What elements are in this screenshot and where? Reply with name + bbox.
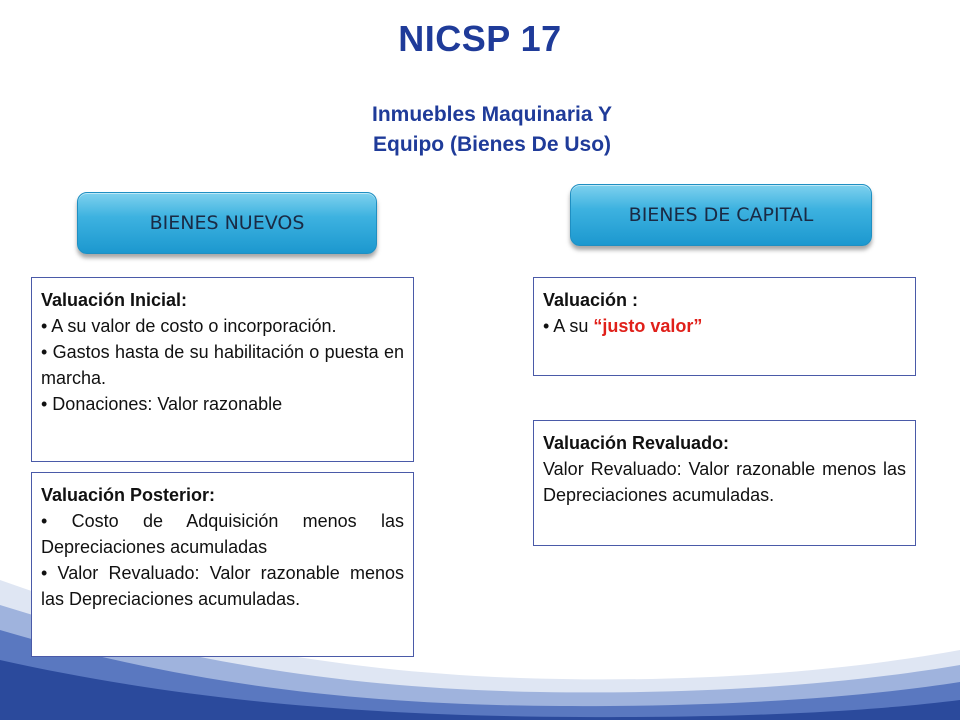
valuacion-capital-heading: Valuación : [543,290,639,310]
valuacion-posterior-box [31,472,414,657]
valuacion-revaluado-heading: Valuación Revaluado: [543,433,730,453]
subtitle-line-1: Inmuebles Maquinaria Y [371,103,612,126]
valuacion-posterior-heading: Valuación Posterior: [41,485,216,505]
valuacion-inicial-heading: Valuación Inicial: [41,290,188,310]
justo-valor-highlight: “justo valor” [593,316,703,336]
list-item: • Valor Revaluado: Valor razonable menos las Depreciaciones acumuladas. [41,563,404,609]
list-item: • A su valor de costo o incorporación. [41,316,337,336]
subtitle-line-2: Equipo (Bienes De Uso) [372,133,612,156]
valuacion-inicial-box [31,277,414,462]
slide-title: NICSP 17 [398,18,562,59]
valuacion-prefix: • A su [543,316,594,336]
list-item [543,313,906,339]
bienes-nuevos-label: BIENES NUEVOS [149,212,305,234]
list-item: • Gastos hasta de su habilitación o puesta en marcha. [41,342,404,388]
bienes-capital-label: BIENES DE CAPITAL [628,204,814,226]
bienes-capital-button[interactable] [570,184,872,246]
bienes-nuevos-button[interactable] [77,192,377,254]
valuacion-revaluado-text: Valor Revaluado: Valor razonable menos las Depreciaciones acumuladas. [543,459,906,505]
valuacion-capital-box [533,277,916,376]
valuacion-revaluado-box [533,420,916,546]
list-item: • Costo de Adquisición menos las Depreciaciones acumuladas [41,511,404,557]
slide-subtitle [0,100,960,160]
list-item: • Donaciones: Valor razonable [41,394,283,414]
